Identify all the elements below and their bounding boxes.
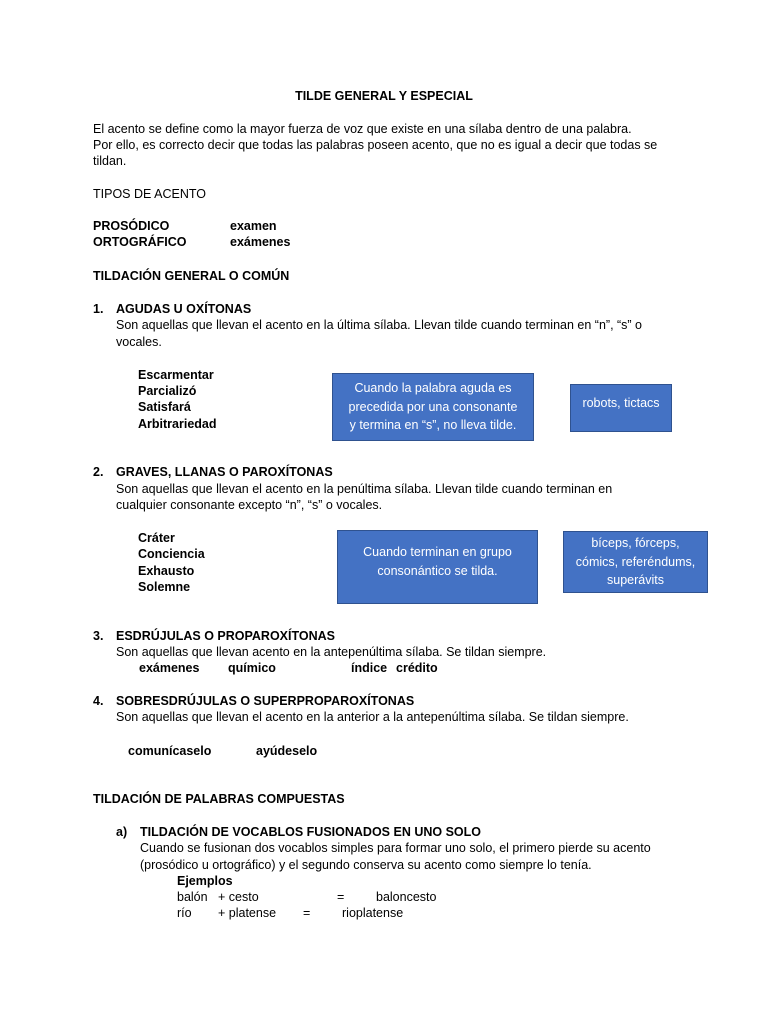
esdrujulas-example: índice (351, 661, 388, 675)
graves-number: 2. (93, 465, 104, 479)
ejemplos-label: Ejemplos (177, 874, 233, 888)
agudas-desc-2: vocales. (116, 335, 162, 349)
sobresdrujulas-example: comunícaselo (128, 744, 212, 758)
example-equals: = (303, 906, 311, 920)
agudas-note-line: precedida por una consonante (348, 399, 518, 414)
tipo-example-prosodico: examen (230, 219, 277, 233)
sobresdrujulas-number: 4. (93, 694, 104, 708)
compuestas-a-desc-1: Cuando se fusionan dos vocablos simples para formar uno solo, el primero pierde su acento (140, 841, 651, 855)
graves-desc-1: Son aquellas que llevan el acento en la penúltima sílaba. Llevan tilde cuando terminan en (116, 482, 613, 496)
page-title: TILDE GENERAL Y ESPECIAL (295, 89, 473, 103)
sobresdrujulas-heading: SOBRESDRÚJULAS O SUPERPROPAROXÍTONAS (116, 694, 415, 708)
example-word-1: río (177, 906, 192, 920)
agudas-example: Arbitrariedad (138, 417, 217, 431)
example-equals: = (337, 890, 345, 904)
example-word-1: balón (177, 890, 208, 904)
sobresdrujulas-example: ayúdeselo (256, 744, 318, 758)
compuestas-heading: TILDACIÓN DE PALABRAS COMPUESTAS (93, 792, 345, 806)
tipo-label-ortografico: ORTOGRÁFICO (93, 235, 187, 249)
sobresdrujulas-desc: Son aquellas que llevan el acento en la anterior a la antepenúltima sílaba. Se tildan siempre. (116, 710, 629, 724)
tipo-example-ortografico: exámenes (230, 235, 291, 249)
graves-examples-line: bíceps, fórceps, (591, 536, 680, 551)
agudas-desc-1: Son aquellas que llevan el acento en la última sílaba. Llevan tilde cuando terminan en “n”, “s” o (116, 318, 643, 332)
graves-note-line: Cuando terminan en grupo (363, 545, 512, 559)
agudas-note-line: Cuando la palabra aguda es (354, 381, 512, 396)
example-result: baloncesto (376, 890, 437, 904)
agudas-example: Escarmentar (138, 368, 214, 382)
graves-examples-box (563, 531, 708, 593)
agudas-examples-text: robots, tictacs (582, 396, 660, 410)
graves-example: Solemne (138, 580, 191, 594)
agudas-note-line: y termina en “s”, no lleva tilde. (349, 418, 517, 433)
graves-examples-line: superávits (607, 573, 664, 588)
graves-example: Cráter (138, 531, 175, 545)
compuestas-a-heading: TILDACIÓN DE VOCABLOS FUSIONADOS EN UNO SOLO (140, 825, 481, 839)
agudas-examples-box (570, 384, 672, 432)
intro-line-2: Por ello, es correcto decir que todas las palabras poseen acento, que no es igual a decir que todas se (93, 138, 658, 152)
general-heading: TILDACIÓN GENERAL O COMÚN (93, 269, 290, 283)
compuestas-a-desc-2: (prosódico u ortográfico) y el segundo conserva su acento como siempre lo tenía. (140, 858, 592, 872)
compuestas-a-letter: a) (116, 825, 128, 839)
graves-desc-2: cualquier consonante excepto “n”, “s” o vocales. (116, 498, 383, 512)
graves-note-box (337, 530, 538, 604)
agudas-example: Parcializó (138, 384, 197, 398)
graves-examples-line: cómics, referéndums, (575, 554, 696, 569)
esdrujulas-example: químico (228, 661, 276, 675)
graves-example: Conciencia (138, 547, 205, 561)
agudas-number: 1. (93, 302, 104, 316)
example-word-2: + platense (218, 906, 277, 920)
agudas-heading: AGUDAS U OXÍTONAS (116, 302, 252, 316)
example-word-2: + cesto (218, 890, 259, 904)
esdrujulas-example: exámenes (139, 661, 200, 675)
tipos-heading: TIPOS DE ACENTO (93, 187, 206, 201)
agudas-example: Satisfará (138, 400, 191, 414)
esdrujulas-number: 3. (93, 629, 104, 643)
tipo-label-prosodico: PROSÓDICO (93, 219, 170, 233)
esdrujulas-desc: Son aquellas que llevan acento en la antepenúltima sílaba. Se tildan siempre. (116, 645, 547, 659)
graves-example: Exhausto (138, 564, 195, 578)
example-result: rioplatense (342, 906, 404, 920)
graves-heading: GRAVES, LLANAS O PAROXÍTONAS (116, 465, 333, 479)
intro-line-1: El acento se define como la mayor fuerza de voz que existe en una sílaba dentro de una palabra. (93, 122, 632, 136)
graves-note-line: consonántico se tilda. (377, 563, 498, 578)
intro-line-3: tildan. (93, 154, 127, 168)
esdrujulas-heading: ESDRÚJULAS O PROPAROXÍTONAS (116, 629, 336, 643)
agudas-note-box (332, 373, 534, 441)
esdrujulas-example: crédito (396, 661, 438, 675)
